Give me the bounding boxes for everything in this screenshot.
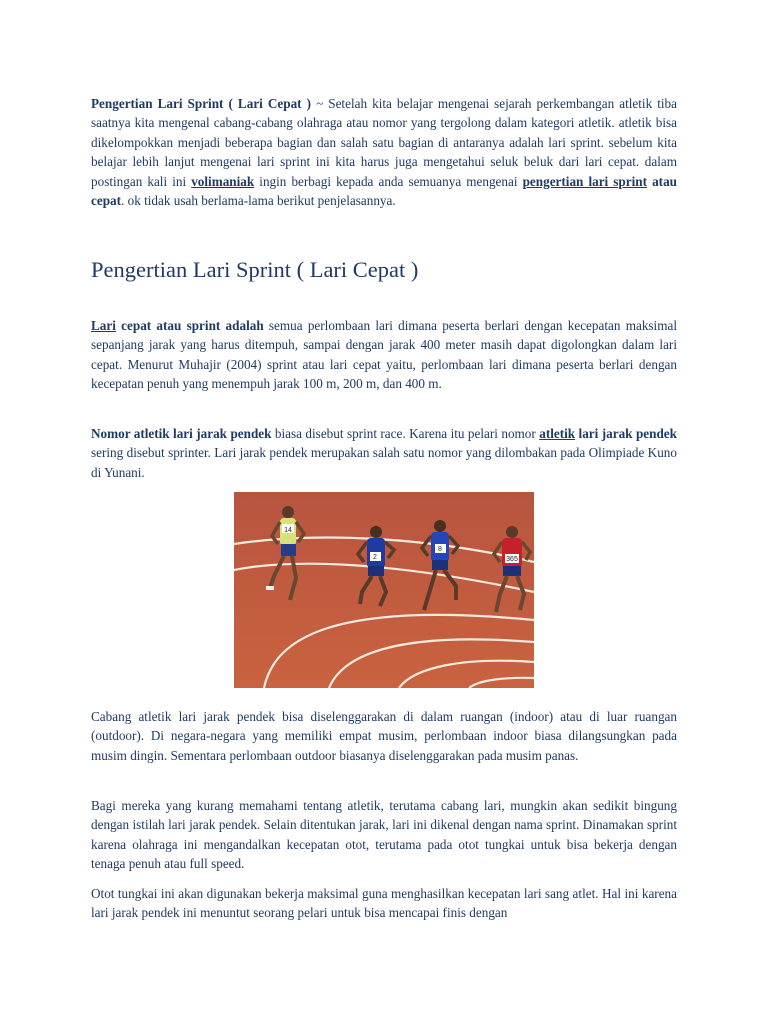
- link-pengertian-lari-sprint[interactable]: pengertian lari sprint: [522, 173, 648, 189]
- intro-text-c: . ok tidak usah berlama-lama berikut penjelasannya.: [121, 193, 396, 209]
- bib-number-1: 14: [284, 527, 292, 534]
- intro-bold-atau-cepat: atau cepat: [91, 173, 677, 209]
- paragraph-definition: [91, 316, 677, 394]
- para1-bold: cepat atau sprint adalah: [115, 318, 264, 333]
- paragraph-indoor-outdoor: Cabang atletik lari jarak pendek bisa diselenggarakan di dalam ruangan (indoor) atau di luar ruangan (outdoor). Di negara-negara yang memiliki empat musim, perlombaan indoor biasa dilangsungkan pada musim dingin. Sementara perlombaan outdoor biasanya diselenggarakan pada musim panas.: [91, 709, 677, 763]
- paragraph-nomor-atletik: [91, 424, 677, 482]
- link-lari[interactable]: Lari: [91, 318, 116, 333]
- sprint-race-photo: [234, 492, 534, 688]
- para2-bold: Nomor atletik lari jarak pendek: [91, 426, 272, 441]
- link-atletik[interactable]: atletik: [539, 426, 576, 441]
- para2-text-a: biasa disebut sprint race. Karena itu pelari nomor: [271, 426, 540, 441]
- intro-text-a: ~ Setelah kita belajar mengenai sejarah perkembangan atletik tiba saatnya kita mengenal cabang-cabang olahraga atau nomor yang tergolong dalam kategori atletik. atletik bisa dikelompokkan menjadi beberapa bagian dan salah satu bagian di antaranya adalah lari sprint. sebelum kita belajar lebih lanjut mengenai lari sprint ini kita harus juga mengetahui seluk beluk dari lari cepat. dalam postingan kali ini: [91, 96, 677, 189]
- intro-title-bold: Pengertian Lari Sprint ( Lari Cepat ): [91, 96, 312, 111]
- para2-bold-b: lari jarak pendek: [575, 426, 677, 441]
- paragraph-otot-tungkai: Otot tungkai ini akan digunakan bekerja maksimal guna menghasilkan kecepatan lari sang atlet. Hal ini karena lari jarak pendek ini menuntut seorang pelari untuk bisa mencapai finis dengan: [91, 886, 677, 921]
- bib-number-3: 8: [438, 546, 442, 553]
- intro-text-b: ingin berbagi kepada anda semuanya mengenai: [254, 173, 523, 189]
- bib-number-2: 2: [373, 554, 377, 561]
- bib-number-4: 365: [506, 556, 518, 563]
- paragraph-istilah-sprint: Bagi mereka yang kurang memahami tentang atletik, terutama cabang lari, mungkin akan sedikit bingung dengan istilah lari jarak pendek. Selain ditentukan jarak, lari ini dikenal dengan nama sprint. Dinamakan sprint karena olahraga ini mengandalkan kecepatan otot, terutama pada otot tungkai untuk bisa bekerja dengan tenaga penuh atau full speed.: [91, 798, 677, 872]
- para2-text-b: sering disebut sprinter. Lari jarak pendek merupakan salah satu nomor yang dilombakan pada Olimpiade Kuno di Yunani.: [91, 445, 677, 480]
- section-heading: Pengertian Lari Sprint ( Lari Cepat ): [91, 257, 419, 282]
- link-volimaniak[interactable]: volimaniak: [191, 173, 255, 189]
- para1-text: semua perlombaan lari dimana peserta berlari dengan kecepatan maksimal sepanjang jarak yang harus ditempuh, sampai dengan jarak 400 meter masih dapat digolongkan dalam lari cepat. Menurut Muhajir (2004) sprint atau lari cepat yaitu, perlombaan lari dimana peserta berlari dengan kecepatan penuh yang menempuh jarak 100 m, 200 m, dan 400 m.: [91, 318, 677, 392]
- intro-paragraph: [91, 94, 677, 210]
